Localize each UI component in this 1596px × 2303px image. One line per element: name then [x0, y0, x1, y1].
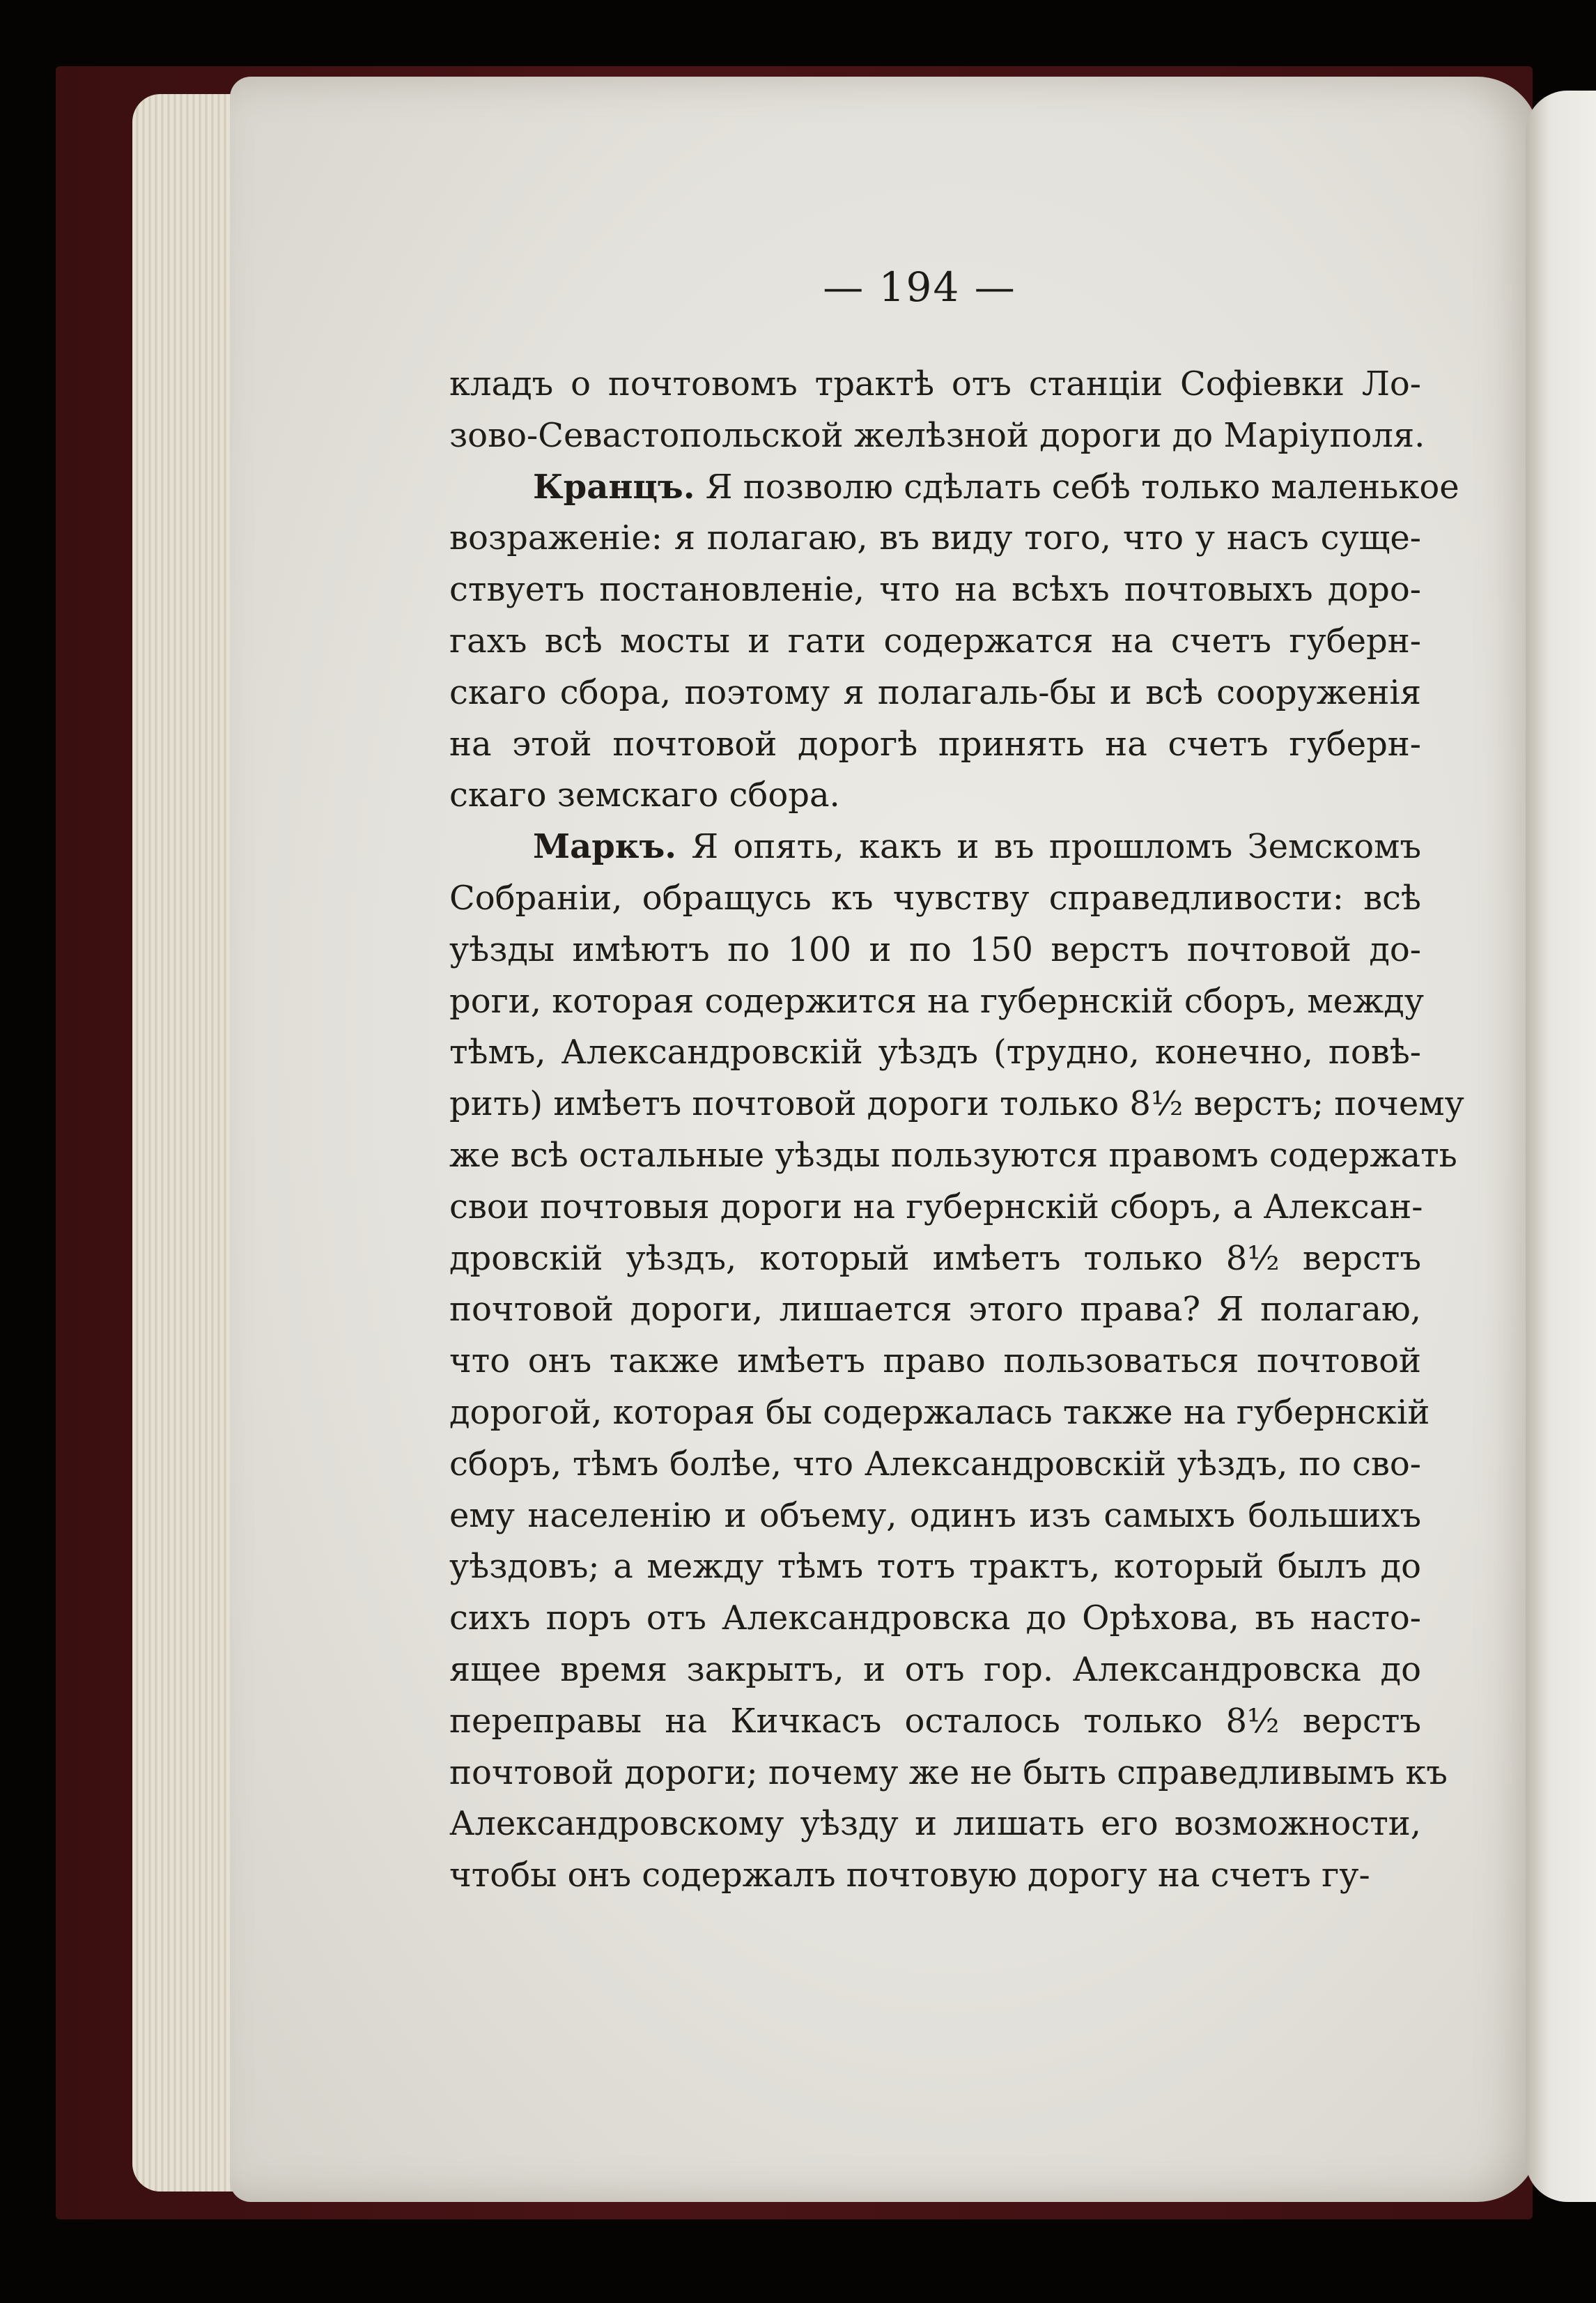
text-line: же всѣ остальные уѣзды пользуются правомъ содержать [449, 1135, 1457, 1175]
text-line: дровскій уѣздъ, который имѣетъ только 8½ верстъ [449, 1238, 1421, 1278]
speaker-name: Кранцъ. [533, 467, 695, 507]
text-line: почтовой дороги; почему же не быть справедливымъ къ [449, 1753, 1448, 1792]
text-line: уѣздовъ; а между тѣмъ тотъ трактъ, который былъ до [449, 1547, 1421, 1587]
text-line: Александровскому уѣзду и лишать его возможности, [449, 1804, 1421, 1844]
text-line: переправы на Кичкасъ осталось только 8½ верстъ [449, 1701, 1421, 1741]
page-number: — 194 — [823, 263, 1016, 311]
speaker-name: Маркъ. [533, 827, 676, 867]
speech-text: Я опять, какъ и въ прошломъ Земскомъ [691, 827, 1421, 867]
text-line: дорогой, которая бы содержалась также на губернскій [449, 1392, 1430, 1432]
text-line: скаго сбора, поэтому я полагаль-бы и всѣ сооруженія [449, 672, 1421, 712]
page-text [449, 359, 1464, 1902]
speech-first-line [449, 462, 1459, 514]
text-line: рить) имѣетъ почтовой дороги только 8½ верстъ; почему [449, 1084, 1464, 1124]
text-line: ящее время закрытъ, и отъ гор. Александровска до [449, 1649, 1421, 1689]
text-line: почтовой дороги, лишается этого права? Я полагаю, [449, 1290, 1421, 1330]
text-line: что онъ также имѣетъ право пользоваться почтовой [449, 1341, 1421, 1381]
text-line: свои почтовыя дороги на губернскій сборъ, а Алексан- [449, 1187, 1423, 1226]
text-line: ему населенію и объему, одинъ изъ самыхъ большихъ [449, 1495, 1421, 1535]
text-line: роги, которая содержится на губернскій сборъ, между [449, 981, 1425, 1021]
text-line: кладъ о почтовомъ трактѣ отъ станціи Софіевки Ло- [449, 364, 1421, 403]
speech-first-line [449, 822, 1421, 873]
text-line: тѣмъ, Александровскій уѣздъ (трудно, конечно, повѣ- [449, 1033, 1421, 1072]
text-line: гахъ всѣ мосты и гати содержатся на счетъ губерн- [449, 621, 1421, 661]
text-line: на этой почтовой дорогѣ принять на счетъ губерн- [449, 724, 1421, 764]
text-line: возраженіе: я полагаю, въ виду того, что у насъ суще- [449, 518, 1421, 558]
text-line: уѣзды имѣютъ по 100 и по 150 верстъ почтовой до- [449, 930, 1421, 969]
text-line: Собраніи, обращусь къ чувству справедливости: всѣ [449, 878, 1421, 918]
facing-page-edge [1526, 91, 1596, 2202]
text-line: сборъ, тѣмъ болѣе, что Александровскій уѣздъ, по сво- [449, 1444, 1421, 1484]
text-line: сихъ поръ отъ Александровска до Орѣхова, въ насто- [449, 1599, 1421, 1638]
text-line: чтобы онъ содержалъ почтовую дорогу на счетъ гу- [449, 1856, 1370, 1895]
text-line: зово-Севастопольской желѣзной дороги до Маріуполя. [449, 415, 1425, 455]
text-line: ствуетъ постановленіе, что на всѣхъ почтовыхъ доро- [449, 570, 1421, 610]
text-line: скаго земскаго сбора. [449, 776, 840, 815]
speech-text: Я позволю сдѣлать себѣ только маленькое [705, 467, 1459, 507]
